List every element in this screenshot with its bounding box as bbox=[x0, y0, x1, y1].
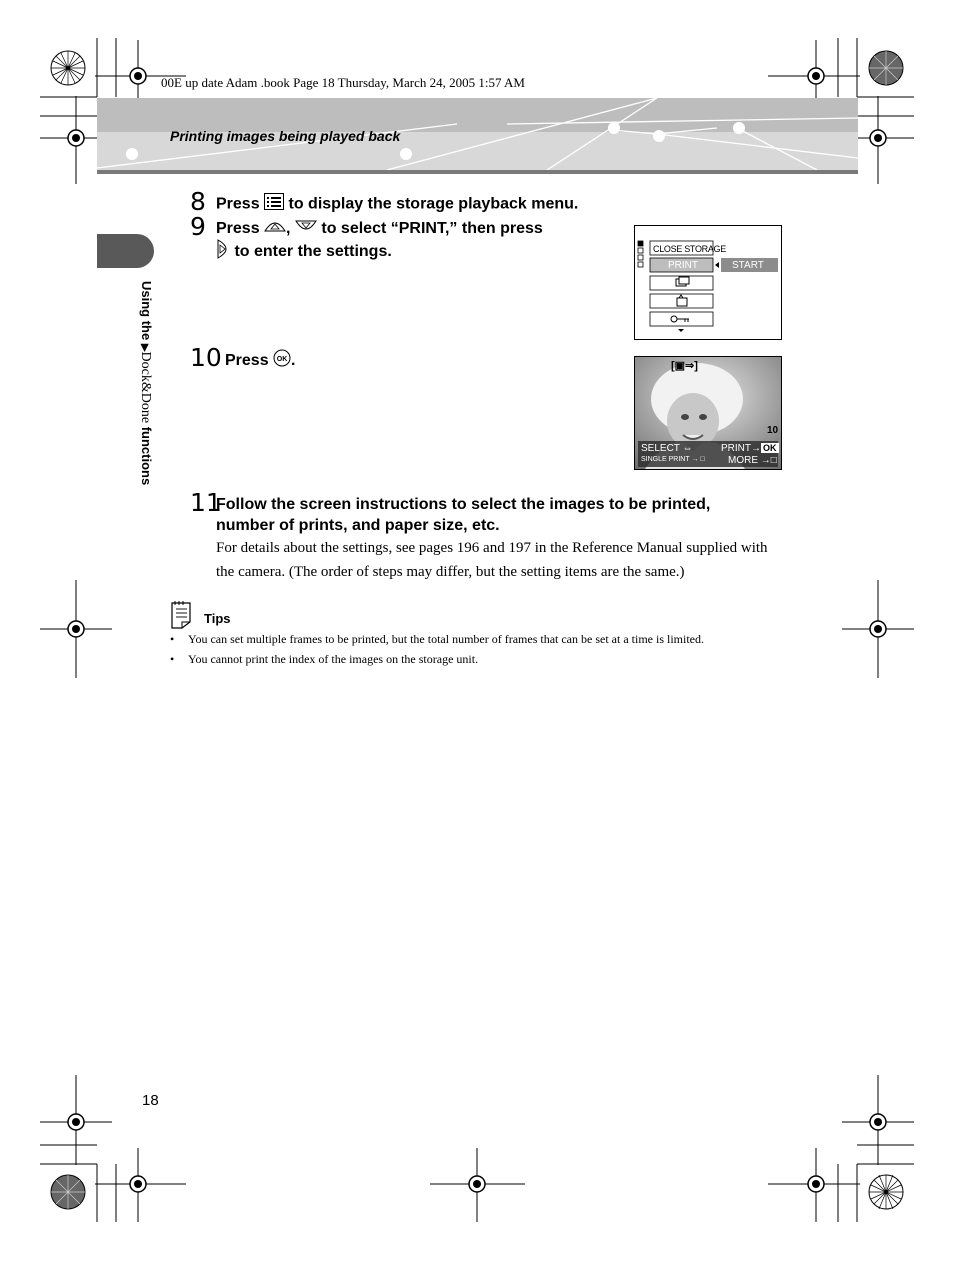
svg-text:OK: OK bbox=[276, 356, 288, 363]
more-text: MORE bbox=[728, 455, 758, 466]
step-10-pre: Press bbox=[225, 352, 274, 370]
page-header-title: Printing images being played back bbox=[170, 128, 401, 144]
tips-icon bbox=[168, 600, 198, 635]
step-8-post: to display the storage playback menu. bbox=[284, 195, 579, 213]
storage-print-icon: [▣⇒] bbox=[671, 360, 698, 372]
side-label-suffix: functions bbox=[139, 423, 154, 486]
step-11-line1: Follow the screen instructions to select the images to be printed, bbox=[216, 496, 711, 513]
frame-counter: 10 bbox=[767, 425, 779, 436]
select-text: SELECT bbox=[641, 443, 680, 454]
arrow-lr-icon: ⇔ bbox=[679, 443, 693, 454]
ok-box: OK bbox=[763, 443, 777, 453]
step-10-text bbox=[225, 349, 296, 373]
single-print-text: SINGLE PRINT bbox=[641, 456, 690, 463]
close-storage-label: CLOSE STORAGE bbox=[653, 244, 726, 254]
print-label bbox=[721, 443, 779, 454]
bullet-icon: • bbox=[170, 632, 175, 646]
down-button-icon bbox=[295, 218, 317, 239]
menu-screen-graphic bbox=[635, 226, 781, 339]
step-9-mid: , bbox=[286, 220, 295, 237]
step-number-10: 10 bbox=[190, 343, 222, 372]
step-10-post: . bbox=[291, 352, 296, 370]
dock-done-icon: ▶ bbox=[139, 343, 150, 352]
side-label-brand: Dock&Done bbox=[138, 351, 153, 424]
single-print-label bbox=[641, 456, 705, 463]
chapter-tab bbox=[97, 234, 154, 268]
side-label-prefix: Using the bbox=[139, 281, 154, 344]
single-print-arrow-icon: → □ bbox=[689, 456, 705, 463]
step-8-pre: Press bbox=[216, 195, 265, 213]
slug-line: 00E up date Adam .book Page 18 Thursday, March 24, 2005 1:57 AM bbox=[161, 75, 525, 90]
step-9-post: to select “PRINT,” then press bbox=[316, 220, 543, 237]
step-9-line2 bbox=[216, 239, 392, 265]
step-11-body: For details about the settings, see pages 196 and 197 in the Reference Manual supplied with the camera. (The order of steps may differ, but the setting items are the same.) bbox=[216, 540, 768, 580]
step-number-9: 9 bbox=[190, 212, 206, 241]
step-9-pre: Press bbox=[216, 220, 265, 237]
right-button-icon bbox=[216, 239, 230, 265]
more-label bbox=[728, 455, 777, 466]
step-number-8: 8 bbox=[190, 187, 206, 216]
bullet-icon: • bbox=[170, 652, 175, 666]
step-9-line2-text: to enter the settings. bbox=[230, 243, 392, 261]
camera-menu-screen bbox=[634, 225, 782, 340]
chapter-side-label bbox=[137, 281, 154, 485]
select-label bbox=[641, 443, 693, 454]
tip-text-2: You cannot print the index of the images on the storage unit. bbox=[188, 652, 479, 666]
tips-heading: Tips bbox=[204, 611, 231, 626]
print-text: PRINT bbox=[721, 443, 751, 454]
step-number-11: 11 bbox=[190, 488, 222, 517]
more-arrow-icon: →□ bbox=[758, 455, 777, 466]
up-button-icon bbox=[264, 218, 286, 239]
start-menu-label: START bbox=[732, 260, 764, 271]
step-8-text bbox=[216, 193, 578, 216]
header-rule bbox=[97, 170, 858, 174]
camera-print-screen bbox=[634, 356, 782, 470]
print-menu-label: PRINT bbox=[668, 260, 698, 271]
menu-button-icon bbox=[264, 193, 284, 216]
print-arrow-icon: → bbox=[751, 443, 761, 454]
step-11-line2: number of prints, and paper size, etc. bbox=[216, 517, 500, 534]
tip-text-1: You can set multiple frames to be printed, but the total number of frames that can be set at a time is limited. bbox=[188, 632, 704, 646]
step-9-text bbox=[216, 218, 543, 239]
ok-button-icon bbox=[273, 349, 291, 373]
page-number: 18 bbox=[142, 1092, 159, 1109]
